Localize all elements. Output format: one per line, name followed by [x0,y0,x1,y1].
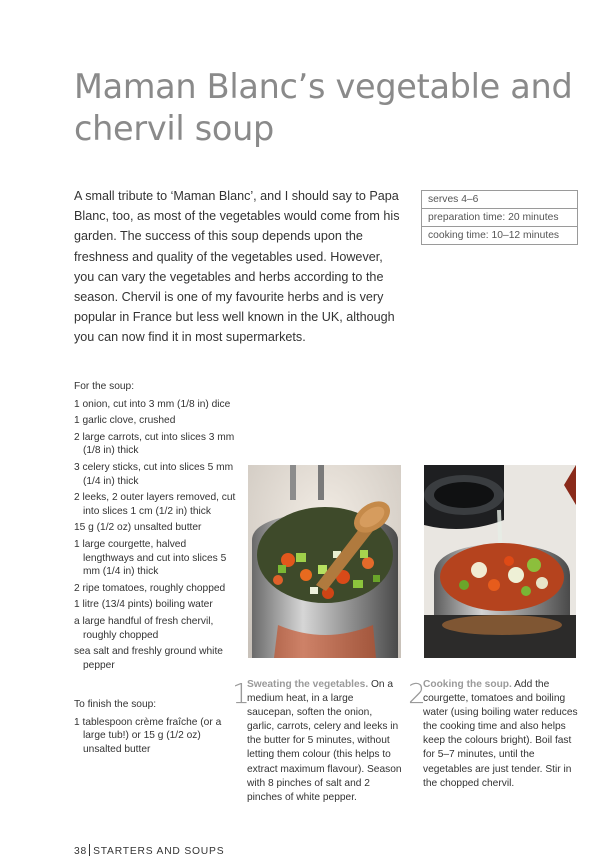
step-number-1: 1 [232,677,250,710]
footer-divider [89,844,90,856]
page-number: 38 [74,846,88,857]
recipe-title: Maman Blanc’s vegetable and chervil soup [74,67,573,148]
finish-ingredients-heading: To finish the soup: [74,699,157,711]
ingredient-item: 2 ripe tomatoes, roughly chopped [74,582,226,594]
ingredient-item: 2 large carrots, cut into slices 3 mm (1/8 in) thick [74,431,235,457]
soup-ingredients-list [74,398,239,673]
ingredients-section [74,380,239,760]
step-1 [247,678,402,805]
recipe-info-box [421,190,578,245]
step-2 [423,678,578,791]
ingredient-item: a large handful of fresh chervil, roughly chopped [74,615,214,641]
soup-ingredients-heading: For the soup: [74,381,135,392]
ingredient-item: sea salt and freshly ground white pepper [74,646,223,671]
intro-paragraph: A small tribute to ‘Maman Blanc’, and I should say to Papa Blanc, too, as most of the vegetables would come from his garden. The success of this soup depends upon the freshness and quality of the vegetables used. However, you can vary the vegetables and herbs according to the season. Chervil is one of my favourite herbs and is very popular in France but less well known in the UK, although you can now find it in most supermarkets. [74,189,400,345]
ingredient-item: 1 litre (13/4 pints) boiling water [74,599,213,611]
step-number-2: 2 [408,677,426,710]
sweating-vegetables-photo [248,465,401,658]
step-2-title: Cooking the soup. [423,679,512,690]
ingredient-item: 2 leeks, 2 outer layers removed, cut into slices 1 cm (1/2 in) thick [74,492,236,517]
step-1-title: Sweating the vegetables. [247,679,369,690]
section-name: STARTERS AND SOUPS [93,846,225,857]
finish-ingredients-list [74,716,239,757]
page-footer [74,844,224,857]
ingredient-item: 1 garlic clove, crushed [74,415,176,427]
ingredient-item: 1 large courgette, halved lengthways and cut into slices 5 mm (1/4 in) thick [74,538,227,578]
ingredient-item: 15 g (1/2 oz) unsalted butter [74,522,202,534]
ingredient-item: 3 celery sticks, cut into slices 5 mm (1/4 in) thick [74,461,234,487]
ingredient-item: 1 tablespoon crème fraîche (or a large tub!) or 15 g (1/2 oz) unsalted butter [74,716,222,756]
step-2-text: Add the courgette, tomatoes and boiling water (using boiling water reduces the cooking time and also helps keep the colours bright). Boil fast for 5–7 minutes, until the vegetables are just tender. Stir in the chopped chervil. [423,679,578,789]
serves-info: serves 4–6 [422,191,577,209]
cooking-time: cooking time: 10–12 minutes [428,230,560,241]
step-1-text: On a medium heat, in a large saucepan, soften the onion, garlic, carrots, celery and leeks in the butter for 5 minutes, without letting them colour (this helps to extract maximum flavour). Season with 8 pinches of salt and 2 pinches of white pepper. [247,679,402,803]
preparation-time: preparation time: 20 minutes [422,209,577,227]
ingredient-item: 1 onion, cut into 3 mm (1/8 in) dice [74,398,231,410]
cooking-soup-photo [424,465,576,658]
